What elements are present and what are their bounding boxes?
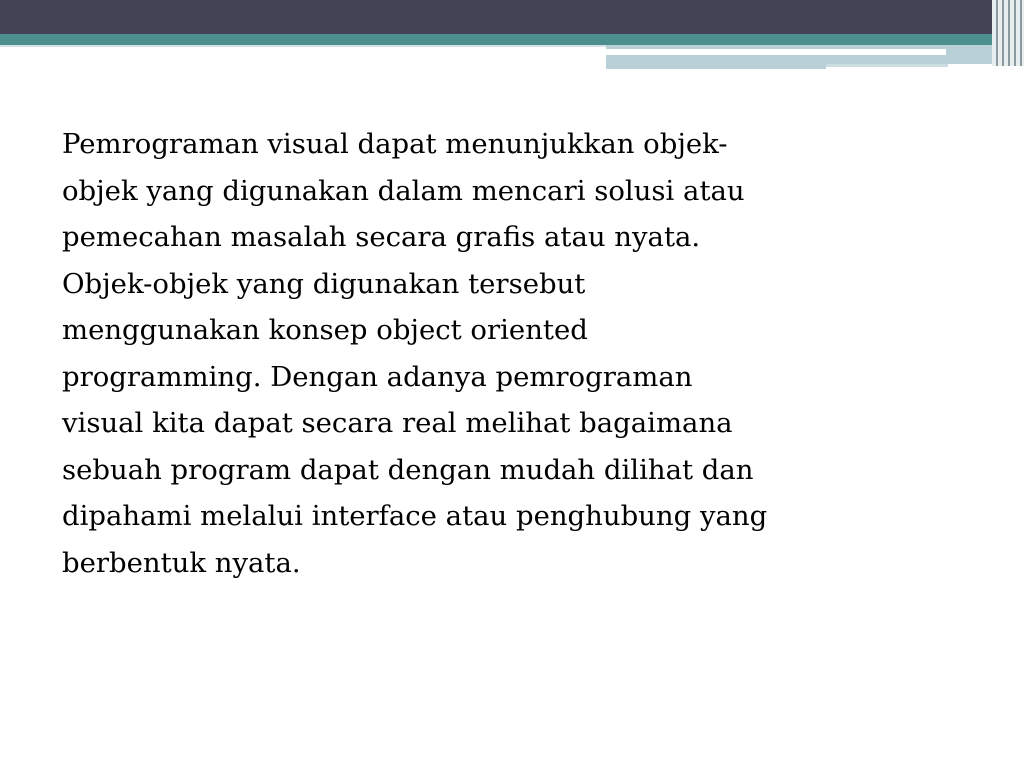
body-line: dipahami melalui interface atau penghubung yang — [62, 500, 768, 532]
header-stripe — [996, 0, 998, 66]
body-line: pemecahan masalah secara grafis atau nyata. — [62, 221, 701, 253]
body-line: objek yang digunakan dalam mencari solusi atau — [62, 174, 745, 207]
header-vertical-stripes — [992, 0, 1024, 66]
header-dark-bar — [0, 0, 1024, 34]
body-line: Objek-objek yang digunakan tersebut — [62, 267, 586, 300]
header-right-accent-lower-tail — [826, 64, 948, 67]
slide-body-text — [62, 121, 962, 586]
header-stripe — [1002, 0, 1004, 66]
header-right-accent-gap — [606, 49, 946, 55]
body-line: menggunakan konsep object oriented — [62, 314, 588, 346]
header-stripe — [1014, 0, 1016, 66]
body-line: programming. Dengan adanya pemrograman — [62, 360, 693, 393]
header-teal-bar — [0, 34, 1024, 45]
body-line: berbentuk nyata. — [62, 546, 301, 579]
header-stripe — [1008, 0, 1010, 66]
body-line: visual kita dapat secara real melihat bagaimana — [62, 407, 733, 439]
body-line: Pemrograman visual dapat menunjukkan objek- — [62, 128, 728, 160]
header-right-accent-lower — [606, 64, 826, 69]
body-line: sebuah program dapat dengan mudah dilihat dan — [62, 453, 754, 486]
header-stripe — [1020, 0, 1022, 66]
